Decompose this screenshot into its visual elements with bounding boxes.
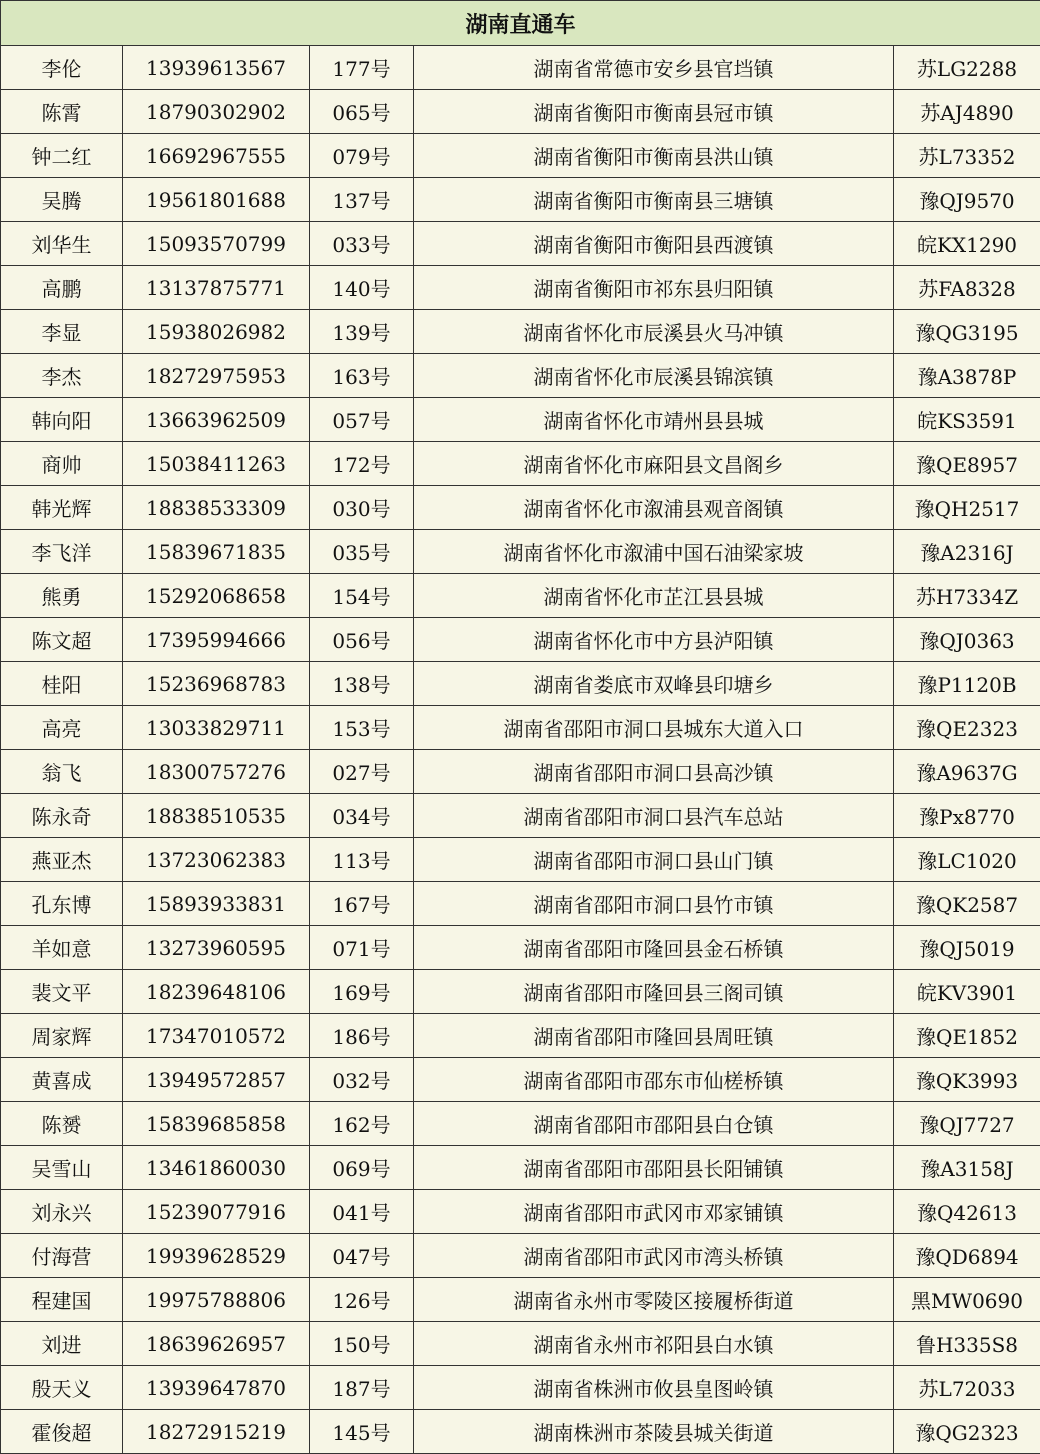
cell-number: 047号 <box>310 1234 414 1278</box>
cell-plate: 豫Px8770 <box>894 794 1040 838</box>
cell-address: 湖南省衡阳市祁东县归阳镇 <box>414 266 894 310</box>
cell-address: 湖南省怀化市溆浦中国石油梁家坡 <box>414 530 894 574</box>
cell-number: 169号 <box>310 970 414 1014</box>
table-row <box>1 618 1040 662</box>
cell-phone: 13461860030 <box>123 1146 310 1190</box>
cell-phone: 15938026982 <box>123 310 310 354</box>
cell-name: 熊勇 <box>1 574 123 618</box>
cell-number: 034号 <box>310 794 414 838</box>
cell-address: 湖南省怀化市溆浦县观音阁镇 <box>414 486 894 530</box>
cell-phone: 13033829711 <box>123 706 310 750</box>
table-row <box>1 706 1040 750</box>
cell-address: 湖南省娄底市双峰县印塘乡 <box>414 662 894 706</box>
cell-plate: 豫QJ9570 <box>894 178 1040 222</box>
cell-number: 145号 <box>310 1410 414 1454</box>
cell-address: 湖南省邵阳市邵阳县长阳铺镇 <box>414 1146 894 1190</box>
cell-phone: 17347010572 <box>123 1014 310 1058</box>
cell-address: 湖南省永州市零陵区接履桥街道 <box>414 1278 894 1322</box>
cell-phone: 13663962509 <box>123 398 310 442</box>
cell-address: 湖南省怀化市辰溪县锦滨镇 <box>414 354 894 398</box>
cell-name: 付海营 <box>1 1234 123 1278</box>
cell-name: 陈赟 <box>1 1102 123 1146</box>
cell-phone: 18300757276 <box>123 750 310 794</box>
cell-number: 035号 <box>310 530 414 574</box>
cell-address: 湖南省衡阳市衡南县冠市镇 <box>414 90 894 134</box>
cell-phone: 18838533309 <box>123 486 310 530</box>
cell-phone: 13137875771 <box>123 266 310 310</box>
cell-phone: 15093570799 <box>123 222 310 266</box>
cell-address: 湖南省怀化市麻阳县文昌阁乡 <box>414 442 894 486</box>
cell-number: 033号 <box>310 222 414 266</box>
cell-phone: 15839685858 <box>123 1102 310 1146</box>
table-row <box>1 1102 1040 1146</box>
cell-name: 李显 <box>1 310 123 354</box>
cell-phone: 19561801688 <box>123 178 310 222</box>
cell-address: 湖南省怀化市芷江县县城 <box>414 574 894 618</box>
cell-plate: 苏L72033 <box>894 1366 1040 1410</box>
table-row <box>1 222 1040 266</box>
cell-name: 孔东博 <box>1 882 123 926</box>
cell-phone: 18272975953 <box>123 354 310 398</box>
table-row <box>1 1014 1040 1058</box>
cell-plate: 豫QG3195 <box>894 310 1040 354</box>
cell-name: 周家辉 <box>1 1014 123 1058</box>
table-row <box>1 530 1040 574</box>
cell-number: 150号 <box>310 1322 414 1366</box>
cell-plate: 皖KX1290 <box>894 222 1040 266</box>
table-row <box>1 750 1040 794</box>
table-row <box>1 662 1040 706</box>
cell-number: 113号 <box>310 838 414 882</box>
cell-plate: 黑MW0690 <box>894 1278 1040 1322</box>
table-row <box>1 310 1040 354</box>
cell-address: 湖南省邵阳市邵阳县白仓镇 <box>414 1102 894 1146</box>
cell-number: 177号 <box>310 46 414 90</box>
cell-phone: 18272915219 <box>123 1410 310 1454</box>
cell-name: 黄喜成 <box>1 1058 123 1102</box>
cell-plate: 豫QD6894 <box>894 1234 1040 1278</box>
cell-name: 裴文平 <box>1 970 123 1014</box>
cell-plate: 苏L73352 <box>894 134 1040 178</box>
cell-number: 162号 <box>310 1102 414 1146</box>
cell-phone: 15236968783 <box>123 662 310 706</box>
cell-number: 187号 <box>310 1366 414 1410</box>
cell-address: 湖南省邵阳市洞口县竹市镇 <box>414 882 894 926</box>
cell-number: 030号 <box>310 486 414 530</box>
cell-address: 湖南株洲市茶陵县城关街道 <box>414 1410 894 1454</box>
cell-plate: 豫QJ5019 <box>894 926 1040 970</box>
table-row <box>1 90 1040 134</box>
table-row <box>1 398 1040 442</box>
cell-name: 高亮 <box>1 706 123 750</box>
cell-address: 湖南省邵阳市邵东市仙槎桥镇 <box>414 1058 894 1102</box>
table-title: 湖南直通车 <box>1 1 1040 46</box>
cell-name: 殷天义 <box>1 1366 123 1410</box>
cell-name: 吴腾 <box>1 178 123 222</box>
cell-phone: 13939647870 <box>123 1366 310 1410</box>
table-row <box>1 926 1040 970</box>
cell-plate: 豫QE1852 <box>894 1014 1040 1058</box>
cell-address: 湖南省邵阳市隆回县三阁司镇 <box>414 970 894 1014</box>
cell-number: 069号 <box>310 1146 414 1190</box>
cell-name: 羊如意 <box>1 926 123 970</box>
cell-phone: 16692967555 <box>123 134 310 178</box>
cell-phone: 13939613567 <box>123 46 310 90</box>
cell-number: 126号 <box>310 1278 414 1322</box>
cell-plate: 豫P1120B <box>894 662 1040 706</box>
cell-number: 137号 <box>310 178 414 222</box>
cell-name: 李飞洋 <box>1 530 123 574</box>
cell-phone: 13949572857 <box>123 1058 310 1102</box>
cell-plate: 豫QE8957 <box>894 442 1040 486</box>
table-row <box>1 1146 1040 1190</box>
cell-phone: 19939628529 <box>123 1234 310 1278</box>
cell-address: 湖南省邵阳市隆回县周旺镇 <box>414 1014 894 1058</box>
cell-address: 湖南省衡阳市衡南县三塘镇 <box>414 178 894 222</box>
cell-phone: 15292068658 <box>123 574 310 618</box>
cell-plate: 豫QE2323 <box>894 706 1040 750</box>
cell-plate: 皖KS3591 <box>894 398 1040 442</box>
cell-plate: 豫A3878P <box>894 354 1040 398</box>
cell-address: 湖南省邵阳市武冈市邓家铺镇 <box>414 1190 894 1234</box>
cell-name: 钟二红 <box>1 134 123 178</box>
cell-number: 065号 <box>310 90 414 134</box>
cell-number: 140号 <box>310 266 414 310</box>
cell-address: 湖南省怀化市靖州县县城 <box>414 398 894 442</box>
title-row <box>1 1 1040 46</box>
cell-address: 湖南省邵阳市洞口县山门镇 <box>414 838 894 882</box>
cell-plate: 豫A2316J <box>894 530 1040 574</box>
table-body <box>1 46 1040 1454</box>
cell-name: 桂阳 <box>1 662 123 706</box>
table-row <box>1 486 1040 530</box>
table-row <box>1 354 1040 398</box>
table-row <box>1 882 1040 926</box>
table-row <box>1 442 1040 486</box>
cell-address: 湖南省邵阳市洞口县汽车总站 <box>414 794 894 838</box>
cell-phone: 15893933831 <box>123 882 310 926</box>
table-row <box>1 1234 1040 1278</box>
cell-name: 刘永兴 <box>1 1190 123 1234</box>
cell-phone: 18639626957 <box>123 1322 310 1366</box>
table-row <box>1 1322 1040 1366</box>
table-row <box>1 838 1040 882</box>
cell-plate: 豫LC1020 <box>894 838 1040 882</box>
cell-plate: 豫QG2323 <box>894 1410 1040 1454</box>
cell-address: 湖南省常德市安乡县官垱镇 <box>414 46 894 90</box>
table-row <box>1 794 1040 838</box>
cell-number: 154号 <box>310 574 414 618</box>
cell-plate: 鲁H335S8 <box>894 1322 1040 1366</box>
table-row <box>1 134 1040 178</box>
cell-name: 高鹏 <box>1 266 123 310</box>
cell-address: 湖南省怀化市辰溪县火马冲镇 <box>414 310 894 354</box>
cell-plate: 皖KV3901 <box>894 970 1040 1014</box>
cell-number: 079号 <box>310 134 414 178</box>
cell-plate: 豫Q42613 <box>894 1190 1040 1234</box>
cell-number: 071号 <box>310 926 414 970</box>
cell-number: 027号 <box>310 750 414 794</box>
cell-phone: 19975788806 <box>123 1278 310 1322</box>
cell-address: 湖南省怀化市中方县泸阳镇 <box>414 618 894 662</box>
cell-name: 商帅 <box>1 442 123 486</box>
cell-name: 刘进 <box>1 1322 123 1366</box>
table-row <box>1 46 1040 90</box>
cell-phone: 15839671835 <box>123 530 310 574</box>
cell-plate: 豫QJ0363 <box>894 618 1040 662</box>
cell-plate: 豫QH2517 <box>894 486 1040 530</box>
cell-plate: 苏FA8328 <box>894 266 1040 310</box>
cell-plate: 苏H7334Z <box>894 574 1040 618</box>
cell-number: 167号 <box>310 882 414 926</box>
cell-name: 刘华生 <box>1 222 123 266</box>
cell-plate: 豫A3158J <box>894 1146 1040 1190</box>
cell-name: 韩光辉 <box>1 486 123 530</box>
cell-address: 湖南省邵阳市洞口县城东大道入口 <box>414 706 894 750</box>
table-row <box>1 1410 1040 1454</box>
cell-plate: 豫QK2587 <box>894 882 1040 926</box>
cell-phone: 18239648106 <box>123 970 310 1014</box>
cell-phone: 17395994666 <box>123 618 310 662</box>
cell-number: 186号 <box>310 1014 414 1058</box>
cell-address: 湖南省衡阳市衡阳县西渡镇 <box>414 222 894 266</box>
cell-phone: 18790302902 <box>123 90 310 134</box>
cell-phone: 15038411263 <box>123 442 310 486</box>
table-row <box>1 266 1040 310</box>
table-row <box>1 574 1040 618</box>
table-row <box>1 970 1040 1014</box>
cell-name: 陈永奇 <box>1 794 123 838</box>
cell-name: 翁飞 <box>1 750 123 794</box>
cell-address: 湖南省邵阳市武冈市湾头桥镇 <box>414 1234 894 1278</box>
cell-address: 湖南省永州市祁阳县白水镇 <box>414 1322 894 1366</box>
cell-number: 056号 <box>310 618 414 662</box>
table-row <box>1 1278 1040 1322</box>
cell-name: 霍俊超 <box>1 1410 123 1454</box>
cell-phone: 13273960595 <box>123 926 310 970</box>
cell-phone: 13723062383 <box>123 838 310 882</box>
table-row <box>1 1058 1040 1102</box>
cell-plate: 豫QJ7727 <box>894 1102 1040 1146</box>
cell-name: 韩向阳 <box>1 398 123 442</box>
cell-address: 湖南省邵阳市洞口县高沙镇 <box>414 750 894 794</box>
cell-plate: 豫A9637G <box>894 750 1040 794</box>
cell-address: 湖南省衡阳市衡南县洪山镇 <box>414 134 894 178</box>
table-row <box>1 1366 1040 1410</box>
cell-name: 李杰 <box>1 354 123 398</box>
table-row <box>1 178 1040 222</box>
cell-address: 湖南省邵阳市隆回县金石桥镇 <box>414 926 894 970</box>
cell-number: 138号 <box>310 662 414 706</box>
cell-address: 湖南省株洲市攸县皇图岭镇 <box>414 1366 894 1410</box>
cell-phone: 15239077916 <box>123 1190 310 1234</box>
cell-number: 153号 <box>310 706 414 750</box>
cell-name: 李伦 <box>1 46 123 90</box>
cell-name: 燕亚杰 <box>1 838 123 882</box>
cell-name: 陈霄 <box>1 90 123 134</box>
table-row <box>1 1190 1040 1234</box>
cell-number: 139号 <box>310 310 414 354</box>
cell-number: 163号 <box>310 354 414 398</box>
cell-name: 程建国 <box>1 1278 123 1322</box>
cell-phone: 18838510535 <box>123 794 310 838</box>
cell-number: 057号 <box>310 398 414 442</box>
cell-number: 032号 <box>310 1058 414 1102</box>
cell-number: 172号 <box>310 442 414 486</box>
cell-plate: 苏AJ4890 <box>894 90 1040 134</box>
cell-name: 陈文超 <box>1 618 123 662</box>
cell-plate: 豫QK3993 <box>894 1058 1040 1102</box>
cell-number: 041号 <box>310 1190 414 1234</box>
cell-plate: 苏LG2288 <box>894 46 1040 90</box>
cell-name: 吴雪山 <box>1 1146 123 1190</box>
